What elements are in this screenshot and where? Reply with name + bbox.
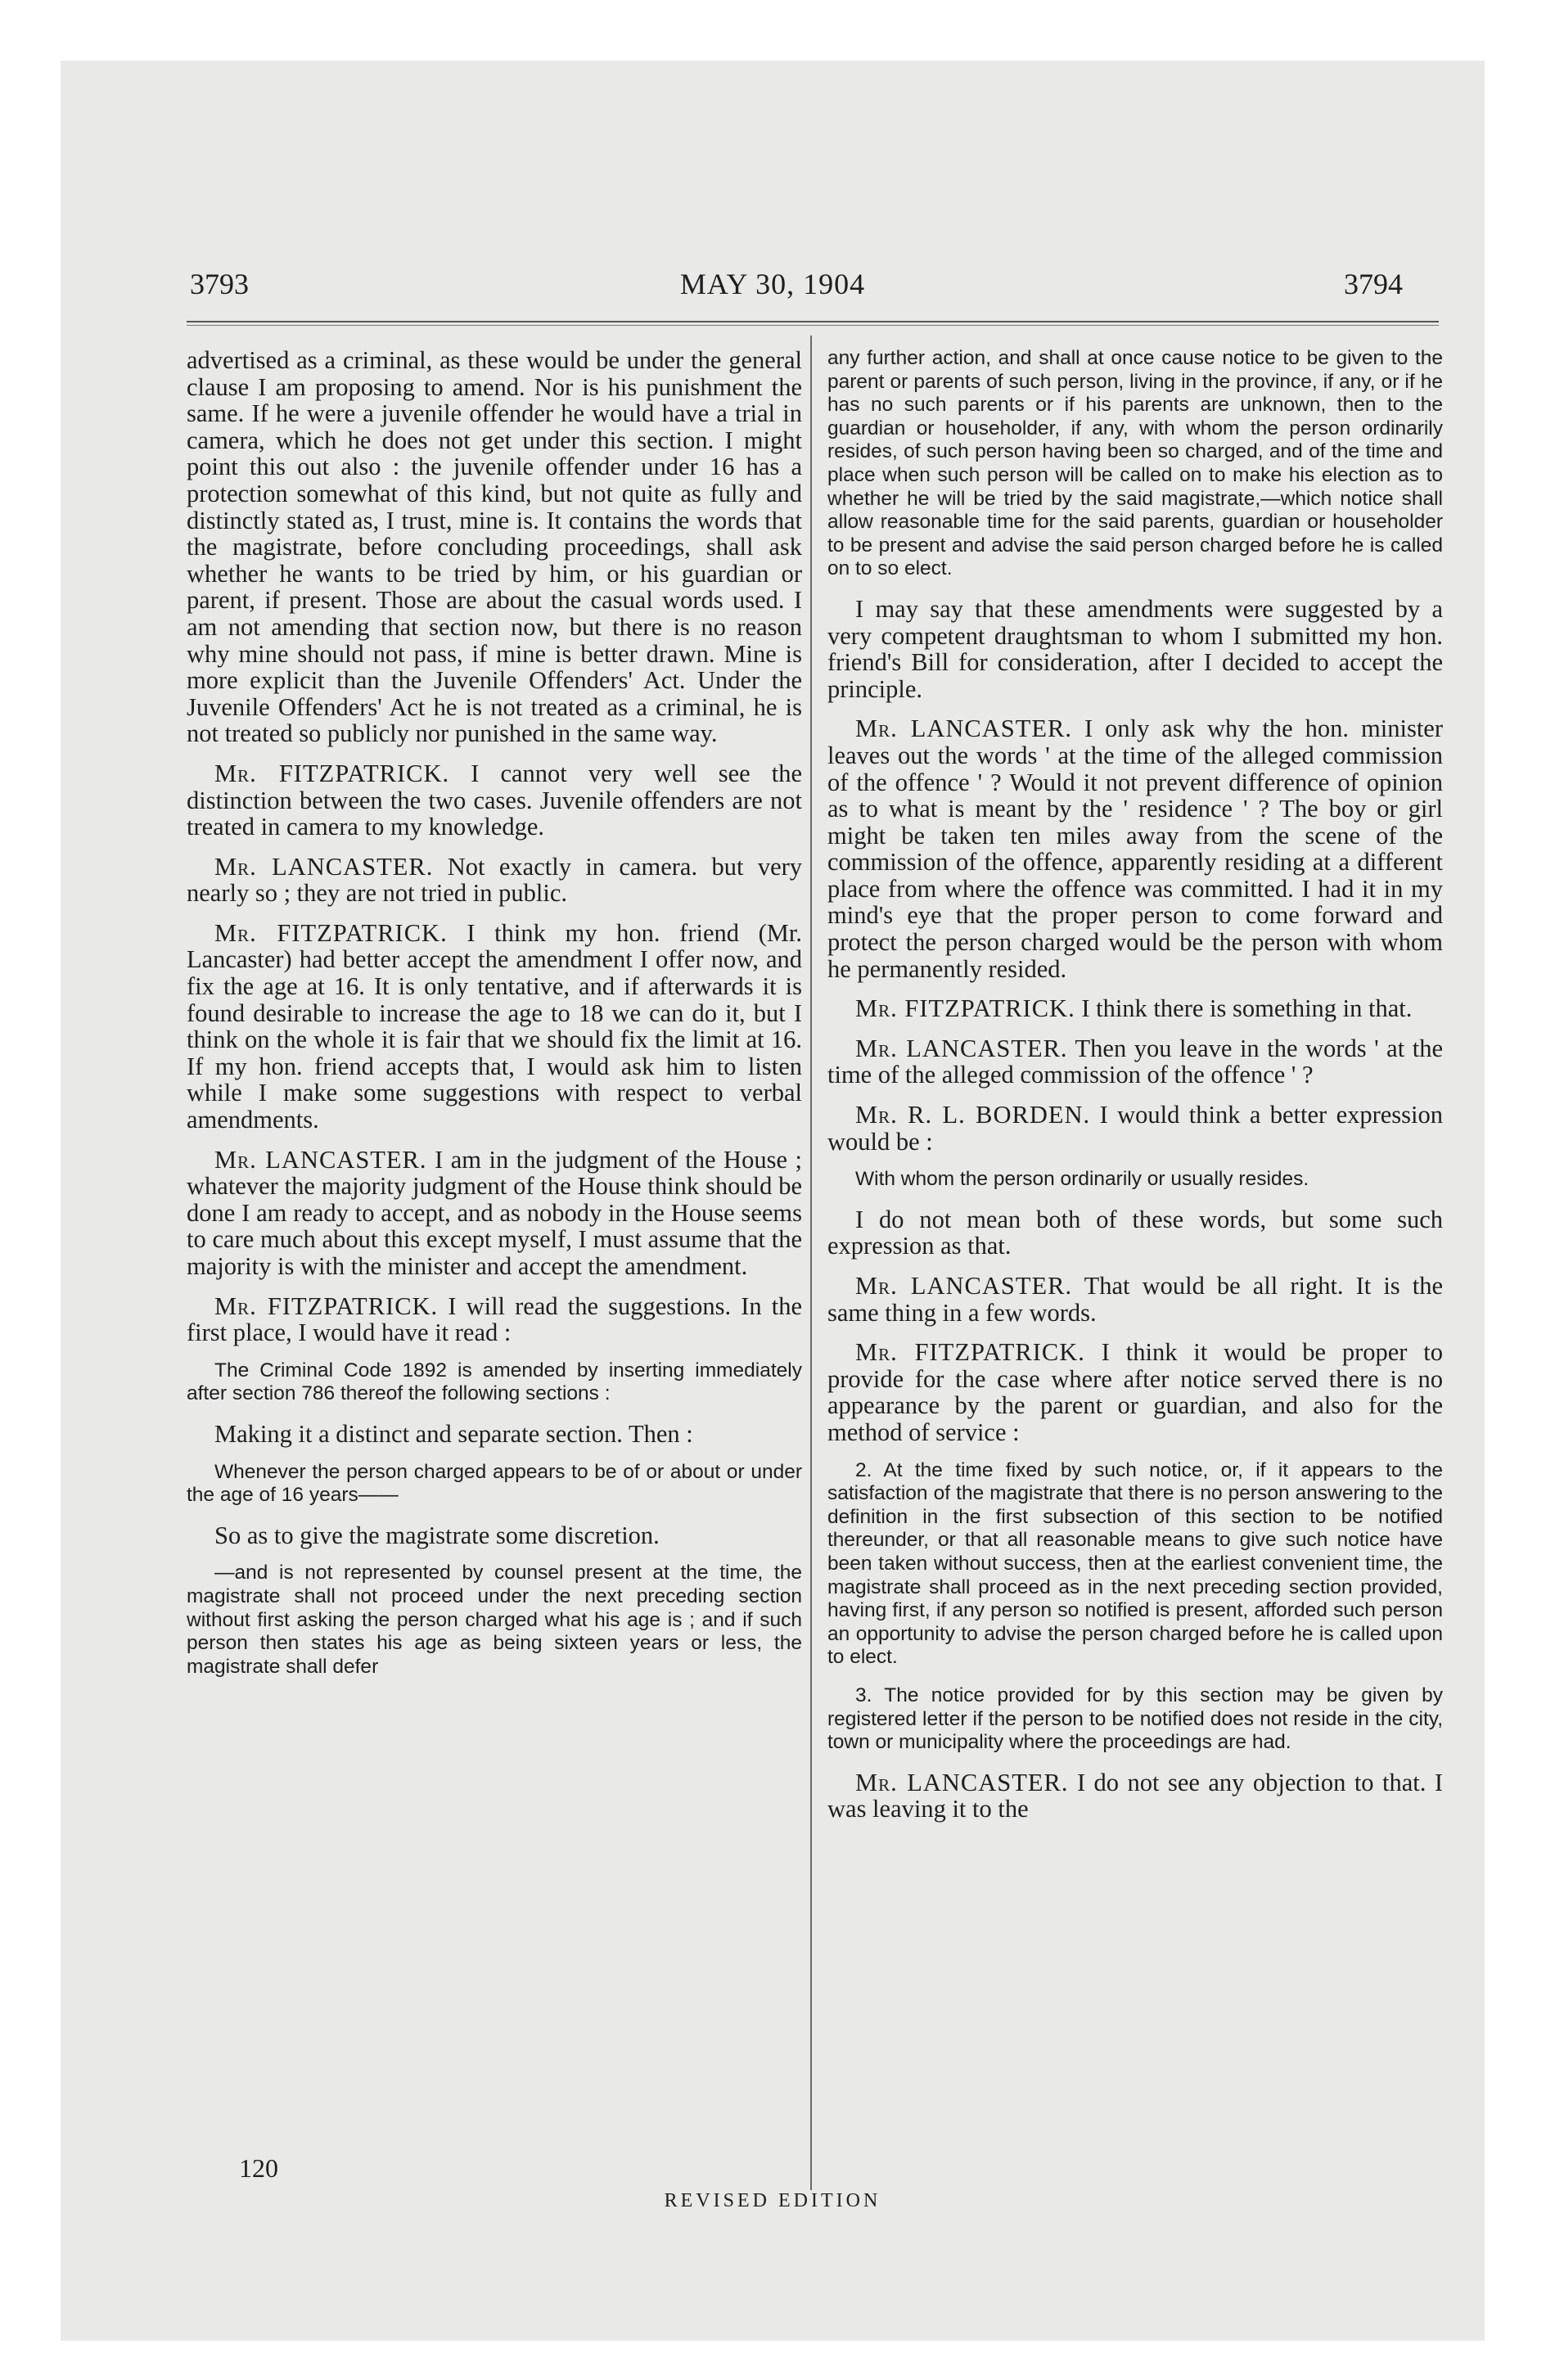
speech-text: I cannot very well see the distinction between the two cases. Juvenile offenders are not treated in camera to my knowledge. (187, 759, 802, 841)
speaker-name: Mr. LANCASTER. (855, 1272, 1073, 1300)
speaker-name: Mr. LANCASTER. (855, 1034, 1068, 1062)
speaker-name: Mr. LANCASTER. (214, 1145, 427, 1174)
quoted-text: 2. At the time fixed by such notice, or, if it appears to the satisfaction of the magistrate that there is no person answering to the definition in the first subsection of this section to be notified thereunder, or that all reasonable means to give such notice have been taken without success, then at the earliest convenient time, the magistrate shall proceed as in the next preceding section provided, having first, if any person so notified is present, afforded such person an opportunity to advise the person charged before he is called upon to elect. (827, 1458, 1443, 1669)
speech-paragraph (827, 1339, 1443, 1445)
quoted-text: The Criminal Code 1892 is amended by inserting immediately after section 786 thereof the following sections : (187, 1359, 802, 1405)
speaker-name: Mr. FITZPATRICK. (214, 1291, 439, 1320)
speech-text: I am in the judgment of the House ; whatever the majority judgment of the House think should be done I am ready to accept, and as nobody in the House seems to care much about this except myself, I must assume that the majority is with the minister and accept the amendment. (187, 1145, 802, 1280)
right-column (827, 347, 1443, 1836)
speech-text: I would think a better expression would be : (827, 1101, 1444, 1156)
quoted-text: Whenever the person charged appears to be of or about or under the age of 16 years—— (187, 1460, 802, 1507)
speech-paragraph (827, 1035, 1443, 1089)
speech-paragraph (827, 995, 1443, 1022)
quoted-text: any further action, and shall at once cause notice to be given to the parent or parents of such person, living in the province, if any, or if he has no such parents or if his parents are unknown, then to the guardian or householder, if any, with whom the person ordinarily resides, of such person having been so charged, and of the time and place when such person will be called on to make his election as to whether he will be tried by the said magistrate,—which notice shall allow reasonable time for the said parents, guardian or householder to be present and advise the said person charged before he is called on to so elect. (827, 347, 1443, 580)
speech-paragraph (187, 1147, 802, 1280)
speech-text: I will read the suggestions. In the first place, I would have it read : (187, 1291, 802, 1347)
speech-text: I only ask why the hon. minister leaves out the words ' at the time of the alleged commission of the offence ' ? Would it not prevent difference of opinion as to what is meant by the ' residence ' ? The boy or girl might be taken ten miles away from the scene of the commission of the offence, apparently residing at a different place from where the offence was committed. I had it in my mind's eye that the proper person to come forward and protect the person charged would be the person with whom he permanently resided. (827, 714, 1443, 983)
speaker-name: Mr. LANCASTER. (214, 852, 434, 881)
speech-text: I think there is something in that. (1081, 994, 1413, 1023)
column-divider (810, 336, 812, 2190)
quoted-text: 3. The notice provided for by this section may be given by registered letter if the person to be notified does not reside in the city, town or municipality where the proceedings are had. (827, 1684, 1443, 1754)
body-paragraph: advertised as a criminal, as these would be under the general clause I am proposing to amend. Nor is his punishment the same. If he were a juvenile offender he would have a trial in camera, which he does not get under this section. I might point this out also : the juvenile offender under 16 has a protection somewhat of this kind, but not quite as fully and distinctly stated as, I trust, mine is. It contains the words that the magistrate, before concluding proceedings, shall ask whether he wants to be tried by him, or his guardian or parent, if present. Those are about the casual words used. I am not amending that section now, but there is no reason why mine should not pass, if mine is better drawn. Mine is more explicit than the Juvenile Offenders' Act. Under the Juvenile Offenders' Act he is not treated as a criminal, he is not treated so publicly nor punished in the same way. (187, 346, 802, 748)
speaker-name: Mr. R. L. BORDEN. (855, 1101, 1091, 1129)
speaker-name: Mr. LANCASTER. (855, 714, 1072, 743)
body-paragraph: Making it a distinct and separate section. Then : (214, 1419, 693, 1448)
body-paragraph: I do not mean both of these words, but some such expression as that. (827, 1205, 1443, 1260)
header-date: MAY 30, 1904 (679, 268, 866, 300)
speech-paragraph (187, 1293, 802, 1346)
folio-number: 120 (239, 2153, 278, 2183)
speech-paragraph (827, 1102, 1443, 1155)
edition-footer: REVISED EDITION (664, 2190, 881, 2211)
speaker-name: Mr. FITZPATRICK. (214, 918, 448, 947)
speech-paragraph (827, 1769, 1443, 1823)
speech-text: Not exactly in camera. but very nearly so ; they are not tried in public. (187, 852, 803, 908)
speaker-name: Mr. FITZPATRICK. (855, 994, 1075, 1023)
speech-paragraph (827, 1273, 1443, 1326)
speech-paragraph (827, 715, 1443, 982)
speaker-name: Mr. FITZPATRICK. (214, 759, 450, 787)
speaker-name: Mr. LANCASTER. (855, 1768, 1069, 1796)
page-sheet (61, 61, 1485, 2341)
body-paragraph: So as to give the magistrate some discretion. (214, 1521, 660, 1549)
speech-text: I do not see any objection to that. I was leaving it to the (827, 1768, 1443, 1823)
speech-text: That would be all right. It is the same thing in a few words. (827, 1272, 1443, 1327)
speech-paragraph (187, 854, 802, 907)
quoted-text: —and is not represented by counsel present at the time, the magistrate shall not proceed under the next preceding section without first asking the person charged what his age is ; and if such person then states his age as being sixteen years or less, the magistrate shall defer (187, 1562, 802, 1678)
speech-text: I think it would be proper to provide for the case where after notice served there is no appearance by the parent or guardian, and also for the method of service : (827, 1338, 1443, 1446)
speech-text: I think my hon. friend (Mr. Lancaster) had better accept the amendment I offer now, and fix the age at 16. It is only tentative, and if afterwards it is found desirable to increase the age to 18 we can do it, but I think on the whole it is fair that we should fix the limit at 16. If my hon. friend accepts that, I would ask him to listen while I make some suggestions with respect to verbal amendments. (187, 918, 803, 1134)
body-paragraph: I may say that these amendments were suggested by a very competent draughtsman to whom I submitted my hon. friend's Bill for consideration, after I decided to accept the principle. (827, 594, 1443, 703)
speaker-name: Mr. FITZPATRICK. (855, 1338, 1085, 1367)
page-number-left: 3793 (190, 268, 249, 300)
page-number-right: 3794 (1344, 268, 1403, 300)
header-rule (187, 321, 1439, 326)
speech-text: Then you leave in the words ' at the time of the alleged commission of the offence ' ? (827, 1034, 1443, 1089)
quoted-text: With whom the person ordinarily or usually resides. (855, 1168, 1309, 1191)
speech-paragraph (187, 920, 802, 1134)
left-column (187, 347, 802, 1693)
running-header (61, 267, 1485, 300)
speech-paragraph (187, 760, 802, 841)
